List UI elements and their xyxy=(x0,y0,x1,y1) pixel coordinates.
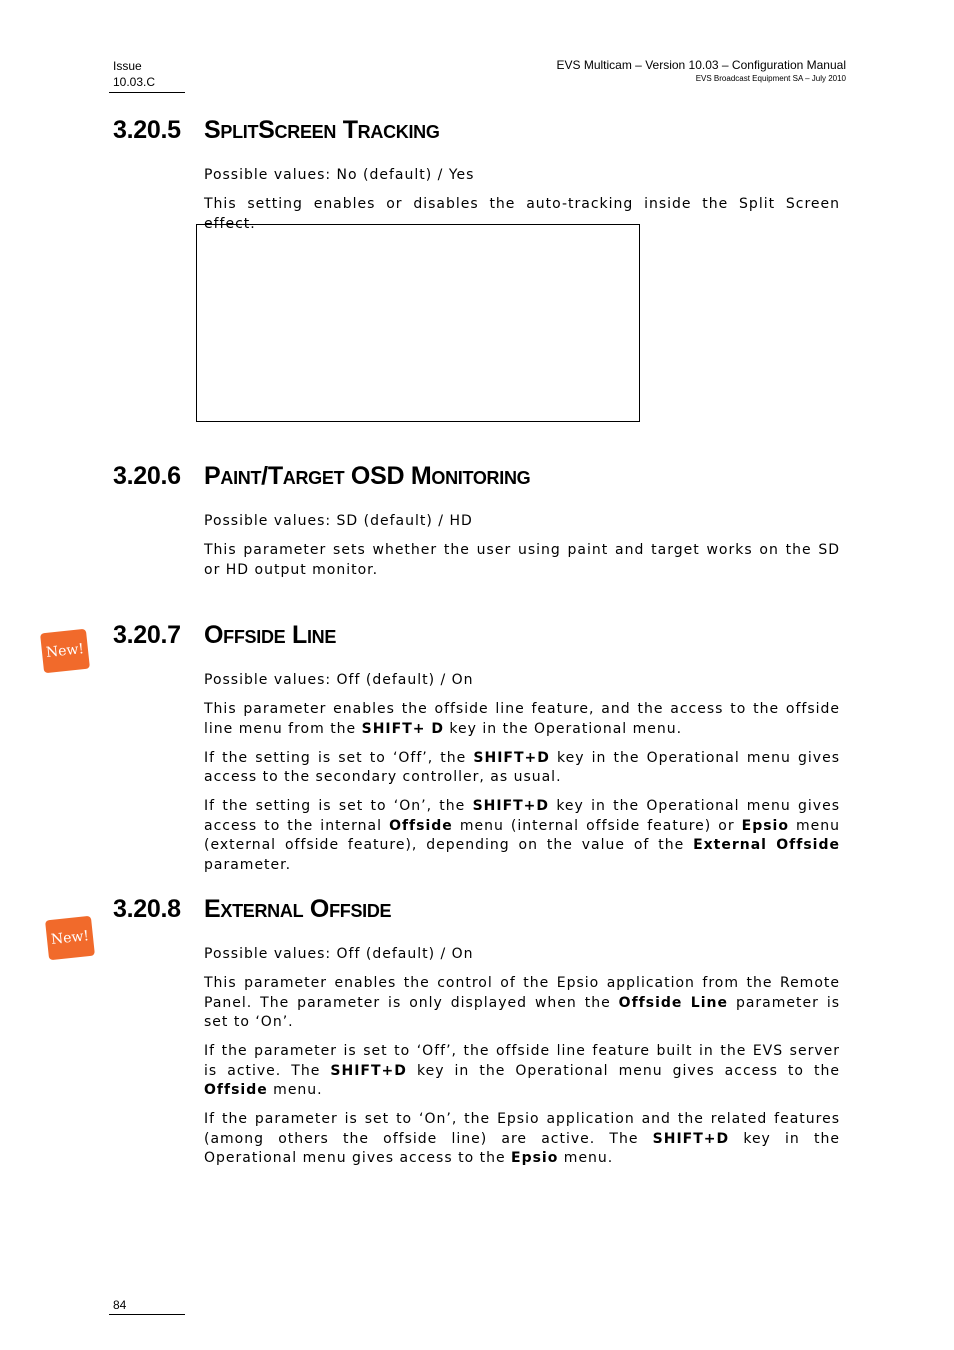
section-heading-3-20-8 xyxy=(113,895,391,924)
text-run: parameter. xyxy=(204,856,292,873)
header-rule xyxy=(109,92,185,93)
text-run: Possible values: SD (default) / HD xyxy=(204,513,473,529)
section-title: Paint/Target OSD Monitoring xyxy=(204,462,531,490)
issue-value: 10.03.C xyxy=(113,75,156,89)
footer-rule xyxy=(109,1314,185,1315)
text-run: This parameter enables the control of the Epsio application from the Remote Panel. The parameter is only displayed when the xyxy=(204,975,840,1011)
section-number: 3.20.8 xyxy=(113,895,181,923)
bold-term: Epsio xyxy=(741,817,789,834)
bold-term: Epsio xyxy=(511,1150,559,1166)
text-run: key in the Operational menu. xyxy=(443,720,683,737)
paragraph xyxy=(204,974,840,1033)
paragraph xyxy=(204,541,840,580)
text-run: key in the Operational menu gives access to the xyxy=(406,1062,841,1079)
header-title-block xyxy=(557,58,847,85)
text-run: key in the Operational menu gives access to the xyxy=(204,1130,840,1166)
text-run: menu. xyxy=(267,1082,323,1098)
text-run: If the setting is set to ‘On’, the xyxy=(204,798,473,814)
text-run: If the parameter is set to ‘Off’, the offside line feature built in the EVS server is active. The xyxy=(204,1043,840,1079)
section-body-3-20-6 xyxy=(204,512,840,590)
issue-label: Issue xyxy=(113,59,142,73)
document-title: EVS Multicam – Version 10.03 – Configuration Manual xyxy=(556,58,846,72)
section-heading-3-20-6 xyxy=(113,462,530,491)
bold-term: SHIFT+ D xyxy=(361,720,444,737)
text-run: key in the Operational menu gives access to the secondary controller, as usual. xyxy=(204,749,840,785)
paragraph xyxy=(204,797,840,875)
section-title: Offside Line xyxy=(204,621,337,649)
bold-term: External Offside xyxy=(693,837,840,853)
section-title: SplitScreen Tracking xyxy=(204,116,440,144)
paragraph xyxy=(204,512,840,532)
text-run: This parameter sets whether the user using paint and target works on the SD or HD output monitor. xyxy=(204,542,840,578)
bold-term: Offside xyxy=(204,1082,268,1098)
text-run: Possible values: No (default) / Yes xyxy=(204,167,475,183)
new-badge-icon: New! xyxy=(45,916,95,961)
section-number: 3.20.7 xyxy=(113,621,181,649)
page-number: 84 xyxy=(113,1298,127,1312)
text-run: menu (internal offside feature) or xyxy=(452,817,742,834)
section-number: 3.20.6 xyxy=(113,462,181,490)
paragraph xyxy=(204,1042,840,1101)
new-badge-icon: New! xyxy=(40,629,90,674)
text-run: key in the Operational menu gives access to the internal xyxy=(204,798,840,834)
section-heading-3-20-7 xyxy=(113,621,336,650)
section-number: 3.20.5 xyxy=(113,116,181,144)
bold-term: SHIFT+D xyxy=(652,1130,730,1147)
section-title: External Offside xyxy=(204,895,392,923)
bold-term: Offside Line xyxy=(618,994,728,1011)
bold-term: SHIFT+D xyxy=(472,798,550,814)
document-subtitle: EVS Broadcast Equipment SA – July 2010 xyxy=(695,74,846,83)
text-run: Possible values: Off (default) / On xyxy=(204,946,474,962)
text-run: If the parameter is set to ‘On’, the Epsio application and the related features (among others the offside line) are active. The xyxy=(204,1111,840,1147)
paragraph xyxy=(204,166,840,186)
figure-frame xyxy=(196,224,640,422)
bold-term: SHIFT+D xyxy=(330,1062,407,1079)
paragraph xyxy=(204,1110,840,1169)
text-run: parameter is set to ‘On’. xyxy=(204,994,841,1030)
text-run: If the setting is set to ‘Off’, the xyxy=(204,749,474,766)
section-body-3-20-7 xyxy=(204,671,840,885)
text-run: This setting enables or disables the auto-tracking inside the Split Screen effect. xyxy=(204,196,840,232)
header-issue xyxy=(113,58,155,90)
paragraph xyxy=(204,945,840,965)
bold-term: Offside xyxy=(389,817,453,834)
text-run: This parameter enables the offside line feature, and the access to the offside line menu from the xyxy=(204,701,840,737)
section-body-3-20-8 xyxy=(204,945,840,1178)
text-run: Possible values: Off (default) / On xyxy=(204,672,474,688)
paragraph xyxy=(204,749,840,788)
paragraph xyxy=(204,671,840,691)
paragraph xyxy=(204,700,840,739)
text-run: menu. xyxy=(558,1150,614,1166)
bold-term: SHIFT+D xyxy=(473,749,550,766)
footer xyxy=(113,1298,126,1312)
text-run: menu (external offside feature), depending on the value of the xyxy=(204,817,840,853)
section-heading-3-20-5 xyxy=(113,116,440,145)
